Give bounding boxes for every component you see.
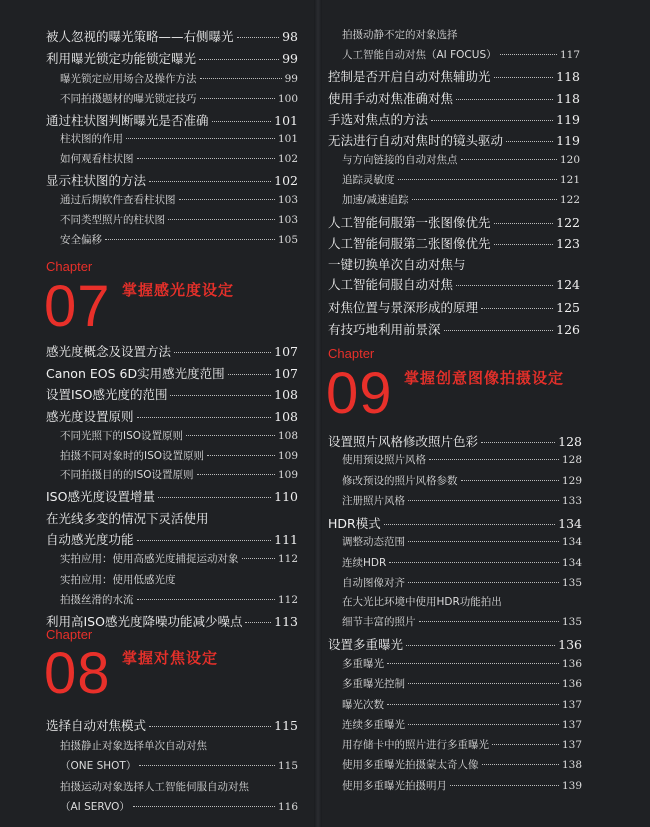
toc-entry-title: （AI SERVO） [60, 801, 130, 813]
toc-entry-title: 实拍应用：使用高感光度捕捉运动对象 [60, 553, 239, 565]
toc-entry-title: 加速/减速追踪 [342, 194, 409, 206]
toc-entry-page: 99 [282, 51, 298, 66]
toc-leader-dots [197, 474, 275, 475]
toc-entry [342, 676, 582, 691]
toc-entry-page: 125 [556, 300, 580, 315]
toc-entry [46, 487, 298, 505]
toc-entry [46, 111, 298, 129]
toc-entry [60, 779, 249, 794]
toc-entry [328, 131, 580, 149]
chapter-07-title: 掌握感光度设定 [122, 281, 235, 299]
toc-leader-dots [228, 374, 272, 375]
toc-entry-page: 118 [556, 91, 580, 106]
chapter-09-label: Chapter [328, 346, 375, 361]
toc-leader-dots [170, 395, 271, 396]
toc-leader-dots [137, 417, 272, 418]
toc-entry [60, 758, 298, 773]
toc-entry-title: 追踪灵敏度 [342, 174, 395, 186]
toc-entry-title: 一键切换单次自动对焦与 [328, 257, 466, 272]
toc-entry-page: 128 [561, 454, 582, 466]
toc-entry-title: 控制是否开启自动对焦辅助光 [328, 69, 491, 84]
toc-entry [60, 799, 298, 814]
toc-entry-page: 122 [556, 215, 580, 230]
toc-entry-page: 128 [558, 434, 582, 449]
toc-leader-dots [456, 99, 553, 100]
toc-entry-title: 如何观看柱状图 [60, 153, 134, 165]
toc-entry [342, 697, 582, 712]
toc-entry-page: 103 [277, 194, 298, 206]
toc-entry-title: 无法进行自动对焦时的镜头驱动 [328, 133, 504, 148]
toc-leader-dots [408, 724, 559, 725]
toc-leader-dots [506, 141, 553, 142]
toc-entry [328, 213, 580, 231]
toc-entry-title: 显示柱状图的方法 [46, 173, 147, 188]
toc-entry-page: 133 [561, 495, 582, 507]
toc-entry-title: 拍摄运动对象选择人工智能伺服自动对焦 [60, 781, 249, 793]
toc-entry-page: 115 [277, 760, 298, 772]
toc-entry [328, 89, 580, 107]
toc-entry-page: 124 [556, 277, 580, 292]
toc-leader-dots [137, 540, 272, 541]
toc-leader-dots [494, 223, 554, 224]
chapter-07-number: 07 [44, 274, 111, 339]
toc-entry-title: 通过柱状图判断曝光是否准确 [46, 113, 209, 128]
toc-entry [46, 364, 298, 382]
toc-entry-page: 119 [556, 133, 580, 148]
toc-entry [60, 428, 298, 443]
toc-entry-title: 选择自动对焦模式 [46, 718, 147, 733]
toc-entry [342, 172, 580, 187]
toc-entry-title: 人工智能伺服第一张图像优先 [328, 215, 491, 230]
toc-entry [328, 234, 580, 252]
toc-entry [342, 452, 582, 467]
toc-entry-page: 136 [561, 678, 582, 690]
toc-leader-dots [461, 159, 557, 160]
toc-entry-title: 拍摄不同对象时的ISO设置原则 [60, 450, 205, 462]
toc-entry [328, 110, 580, 128]
toc-entry [60, 551, 298, 566]
toc-leader-dots [408, 500, 559, 501]
toc-leader-dots [212, 121, 272, 122]
toc-entry-page: 99 [284, 73, 298, 85]
toc-entry [342, 493, 582, 508]
toc-entry-page: 103 [277, 214, 298, 226]
toc-entry-page: 108 [274, 409, 298, 424]
toc-entry-title: Canon EOS 6D实用感光度范围 [46, 366, 225, 381]
toc-leader-dots [245, 622, 271, 623]
toc-entry-page: 111 [274, 532, 298, 547]
toc-leader-dots [494, 244, 554, 245]
toc-leader-dots [431, 120, 553, 121]
toc-entry-title: 注册照片风格 [342, 495, 405, 507]
toc-entry [342, 594, 502, 609]
toc-entry [328, 320, 580, 338]
toc-entry-title: 不同拍摄目的的ISO设置原则 [60, 469, 194, 481]
toc-entry-title: 曝光次数 [342, 699, 384, 711]
toc-entry [60, 467, 298, 482]
toc-entry-title: 有技巧地利用前景深 [328, 322, 441, 337]
toc-entry [342, 473, 582, 488]
toc-entry [328, 255, 466, 273]
toc-entry [328, 67, 580, 85]
toc-entry-title: 拍摄动静不定的对象选择 [342, 29, 458, 41]
toc-entry [46, 342, 298, 360]
page-gutter [314, 0, 322, 827]
toc-entry-page: 100 [277, 93, 298, 105]
toc-entry-title: （ONE SHOT） [60, 760, 137, 772]
toc-entry-title: 拍摄静止对象选择单次自动对焦 [60, 740, 207, 752]
toc-entry-title: 通过后期软件查看柱状图 [60, 194, 176, 206]
toc-leader-dots [482, 764, 559, 765]
toc-entry-title: 连续多重曝光 [342, 719, 405, 731]
toc-entry-title: 不同类型照片的柱状图 [60, 214, 165, 226]
toc-entry [60, 212, 298, 227]
toc-entry [46, 27, 298, 45]
toc-entry [342, 27, 458, 42]
toc-entry [342, 152, 580, 167]
toc-leader-dots [174, 352, 271, 353]
toc-entry-title: 修改预设的照片风格参数 [342, 475, 458, 487]
toc-entry-title: 细节丰富的照片 [342, 616, 416, 628]
toc-entry-page: 134 [561, 557, 582, 569]
toc-entry-page: 120 [559, 154, 580, 166]
toc-entry-page: 102 [277, 153, 298, 165]
toc-entry [342, 534, 582, 549]
toc-entry-title: 不同拍摄题材的曝光锁定技巧 [60, 93, 197, 105]
toc-leader-dots [481, 308, 553, 309]
toc-leader-dots [419, 621, 559, 622]
toc-entry [342, 717, 582, 732]
toc-entry-page: 112 [277, 553, 298, 565]
toc-leader-dots [149, 181, 271, 182]
toc-leader-dots [408, 582, 559, 583]
toc-entry [60, 232, 298, 247]
toc-leader-dots [398, 179, 557, 180]
toc-leader-dots [384, 524, 555, 525]
toc-entry-page: 122 [559, 194, 580, 206]
toc-entry-page: 118 [556, 69, 580, 84]
toc-entry [60, 738, 207, 753]
chapter-09-number: 09 [326, 361, 393, 426]
toc-entry-title: HDR模式 [328, 516, 381, 531]
toc-entry [60, 71, 298, 86]
toc-leader-dots [105, 239, 275, 240]
toc-leader-dots [500, 54, 557, 55]
toc-leader-dots [139, 765, 275, 766]
toc-leader-dots [149, 726, 271, 727]
toc-entry-page: 129 [561, 475, 582, 487]
toc-entry-page: 108 [277, 430, 298, 442]
toc-leader-dots [186, 435, 275, 436]
toc-leader-dots [406, 645, 555, 646]
toc-entry-page: 123 [556, 236, 580, 251]
toc-leader-dots [408, 541, 559, 542]
toc-entry-page: 101 [277, 133, 298, 145]
toc-entry [342, 778, 582, 793]
chapter-08-title: 掌握对焦设定 [122, 649, 219, 667]
toc-entry [342, 192, 580, 207]
toc-leader-dots [444, 330, 554, 331]
toc-entry-title: 拍摄丝滑的水流 [60, 594, 134, 606]
toc-entry-page: 139 [561, 780, 582, 792]
toc-entry-page: 137 [561, 739, 582, 751]
toc-entry [46, 509, 209, 527]
toc-entry-title: 与方向链接的自动对焦点 [342, 154, 458, 166]
toc-entry-title: 感光度设置原则 [46, 409, 134, 424]
toc-entry [328, 514, 582, 532]
toc-entry-title: 柱状图的作用 [60, 133, 123, 145]
toc-leader-dots [137, 158, 275, 159]
toc-entry-title: 利用高ISO感光度降噪功能减少噪点 [46, 614, 243, 629]
toc-entry [46, 716, 298, 734]
toc-entry-page: 121 [559, 174, 580, 186]
toc-entry [342, 47, 580, 62]
toc-leader-dots [133, 806, 275, 807]
toc-leader-dots [387, 704, 559, 705]
toc-entry-page: 134 [558, 516, 582, 531]
toc-entry-title: 人工智能伺服自动对焦 [328, 277, 454, 292]
toc-entry-title: 设置多重曝光 [328, 637, 404, 652]
toc-entry-title: 多重曝光控制 [342, 678, 405, 690]
toc-entry [60, 91, 298, 106]
toc-entry-page: 134 [561, 536, 582, 548]
toc-entry [46, 407, 298, 425]
toc-entry [342, 737, 582, 752]
toc-entry [46, 171, 298, 189]
toc-entry-title: 曝光锁定应用场合及操作方法 [60, 73, 197, 85]
toc-entry-title: 多重曝光 [342, 658, 384, 670]
toc-entry [342, 656, 582, 671]
toc-entry-title: 安全偏移 [60, 234, 102, 246]
toc-entry [60, 131, 298, 146]
toc-entry-title: 使用预设照片风格 [342, 454, 426, 466]
toc-entry [46, 530, 298, 548]
chapter-08-label: Chapter [46, 627, 93, 642]
toc-entry-page: 109 [277, 469, 298, 481]
toc-entry-title: 感光度概念及设置方法 [46, 344, 172, 359]
toc-entry-title: 手选对焦点的方法 [328, 112, 429, 127]
toc-entry [328, 275, 580, 293]
toc-entry-page: 113 [274, 614, 298, 629]
toc-leader-dots [200, 78, 282, 79]
toc-entry-page: 126 [556, 322, 580, 337]
toc-entry-page: 107 [274, 366, 298, 381]
toc-entry-title: 实拍应用：使用低感光度 [60, 574, 176, 586]
toc-entry [46, 49, 298, 67]
toc-leader-dots [207, 455, 275, 456]
toc-entry [328, 432, 582, 450]
toc-entry [60, 448, 298, 463]
toc-entry [342, 555, 582, 570]
toc-leader-dots [481, 442, 555, 443]
toc-entry [60, 592, 298, 607]
toc-entry-page: 119 [556, 112, 580, 127]
toc-leader-dots [126, 138, 275, 139]
toc-entry-title: 连续HDR [342, 557, 387, 569]
toc-entry-page: 135 [561, 616, 582, 628]
toc-entry-page: 101 [274, 113, 298, 128]
toc-leader-dots [412, 199, 557, 200]
toc-entry [328, 635, 582, 653]
toc-entry-page: 109 [277, 450, 298, 462]
toc-leader-dots [237, 37, 280, 38]
toc-entry-page: 105 [277, 234, 298, 246]
toc-leader-dots [461, 480, 559, 481]
toc-leader-dots [168, 219, 275, 220]
toc-entry-title: 使用手动对焦准确对焦 [328, 91, 454, 106]
toc-leader-dots [200, 98, 275, 99]
toc-entry-title: ISO感光度设置增量 [46, 489, 155, 504]
toc-entry [342, 575, 582, 590]
toc-leader-dots [450, 785, 559, 786]
toc-entry-title: 不同光照下的ISO设置原则 [60, 430, 184, 442]
toc-entry [60, 151, 298, 166]
toc-leader-dots [199, 59, 279, 60]
toc-leader-dots [492, 744, 559, 745]
toc-entry-title: 自动感光度功能 [46, 532, 134, 547]
toc-entry-page: 116 [277, 801, 298, 813]
toc-entry-title: 利用曝光锁定功能锁定曝光 [46, 51, 197, 66]
chapter-09-title: 掌握创意图像拍摄设定 [404, 369, 565, 387]
toc-leader-dots [389, 562, 559, 563]
toc-leader-dots [158, 497, 271, 498]
toc-leader-dots [494, 77, 554, 78]
toc-leader-dots [242, 558, 275, 559]
toc-entry-page: 108 [274, 387, 298, 402]
toc-entry-title: 调整动态范围 [342, 536, 405, 548]
toc-entry-title: 人工智能自动对焦（AI FOCUS） [342, 49, 497, 61]
toc-entry-page: 115 [274, 718, 298, 733]
toc-leader-dots [408, 683, 559, 684]
toc-entry [46, 385, 298, 403]
toc-entry-page: 137 [561, 699, 582, 711]
toc-entry-page: 137 [561, 719, 582, 731]
toc-entry-title: 人工智能伺服第二张图像优先 [328, 236, 491, 251]
toc-leader-dots [137, 599, 275, 600]
toc-entry-page: 138 [561, 759, 582, 771]
toc-leader-dots [429, 459, 559, 460]
toc-leader-dots [179, 199, 275, 200]
toc-entry [328, 298, 580, 316]
toc-entry-title: 使用多重曝光拍摄明月 [342, 780, 447, 792]
toc-entry-title: 在光线多变的情况下灵活使用 [46, 511, 209, 526]
toc-entry-page: 107 [274, 344, 298, 359]
toc-entry-page: 135 [561, 577, 582, 589]
toc-entry-title: 在大光比环境中使用HDR功能拍出 [342, 596, 502, 608]
toc-entry [60, 572, 176, 587]
toc-entry-page: 136 [558, 637, 582, 652]
toc-entry-title: 对焦位置与景深形成的原理 [328, 300, 479, 315]
toc-entry-title: 自动图像对齐 [342, 577, 405, 589]
toc-entry-title: 使用多重曝光拍摄蒙太奇人像 [342, 759, 479, 771]
toc-entry [60, 192, 298, 207]
toc-entry-title: 用存储卡中的照片进行多重曝光 [342, 739, 489, 751]
toc-leader-dots [456, 285, 553, 286]
toc-entry-title: 设置照片风格修改照片色彩 [328, 434, 479, 449]
toc-entry-page: 98 [282, 29, 298, 44]
toc-entry-page: 112 [277, 594, 298, 606]
toc-entry [342, 614, 582, 629]
chapter-07-label: Chapter [46, 259, 93, 274]
toc-leader-dots [387, 663, 559, 664]
toc-entry-page: 136 [561, 658, 582, 670]
chapter-08-number: 08 [44, 641, 111, 706]
toc-entry [342, 757, 582, 772]
toc-entry-title: 设置ISO感光度的范围 [46, 387, 168, 402]
toc-entry-title: 被人忽视的曝光策略——右侧曝光 [46, 29, 234, 44]
toc-entry-page: 110 [274, 489, 298, 504]
toc-entry-page: 117 [559, 49, 580, 61]
toc-entry-page: 102 [274, 173, 298, 188]
